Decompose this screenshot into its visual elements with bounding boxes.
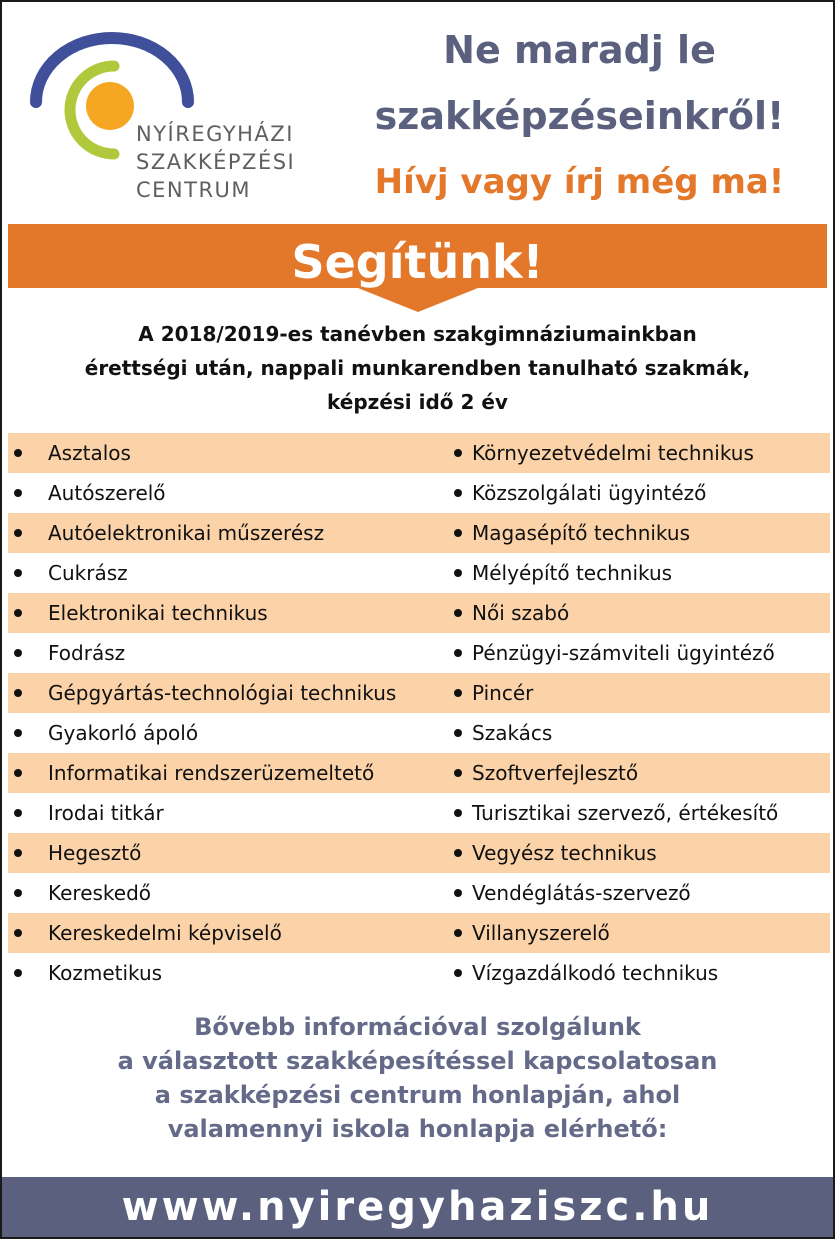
bullet-icon bbox=[14, 609, 22, 617]
list-item bbox=[8, 721, 454, 745]
list-item bbox=[8, 681, 454, 705]
list-item bbox=[8, 881, 454, 905]
bullet-icon bbox=[14, 729, 22, 737]
list-item-label: Kereskedő bbox=[48, 881, 152, 905]
bullet-icon bbox=[454, 569, 462, 577]
list-item-label: Pincér bbox=[472, 681, 534, 705]
bullet-icon bbox=[454, 769, 462, 777]
list-item bbox=[454, 561, 830, 585]
list-item bbox=[454, 801, 830, 825]
bullet-icon bbox=[454, 529, 462, 537]
intro-line-2: érettségi után, nappali munkarendben tanulható szakmák, bbox=[84, 356, 751, 380]
list-row bbox=[8, 673, 830, 713]
list-item bbox=[8, 481, 454, 505]
banner bbox=[8, 224, 827, 312]
list-row bbox=[8, 833, 830, 873]
list-item bbox=[454, 641, 830, 665]
list-row bbox=[8, 753, 830, 793]
bullet-icon bbox=[14, 449, 22, 457]
bullet-icon bbox=[14, 929, 22, 937]
bullet-icon bbox=[14, 689, 22, 697]
logo-wordmark bbox=[136, 120, 295, 204]
logo-line-1: NYÍREGYHÁZI bbox=[136, 122, 294, 146]
bullet-icon bbox=[14, 569, 22, 577]
list-item bbox=[454, 841, 830, 865]
list-row bbox=[8, 793, 830, 833]
intro-line-3: képzési idő 2 év bbox=[327, 390, 508, 414]
profession-list bbox=[8, 433, 830, 993]
intro-line-1: A 2018/2019-es tanévben szakgimnáziumainkban bbox=[138, 322, 697, 346]
list-item-label: Fodrász bbox=[48, 641, 126, 665]
bullet-icon bbox=[14, 649, 22, 657]
list-item bbox=[454, 961, 830, 985]
bullet-icon bbox=[454, 489, 462, 497]
list-item-label: Elektronikai technikus bbox=[48, 601, 268, 625]
list-item-label: Autóelektronikai műszerész bbox=[48, 521, 325, 545]
bullet-icon bbox=[14, 769, 22, 777]
bullet-icon bbox=[454, 689, 462, 697]
bullet-icon bbox=[454, 609, 462, 617]
list-row bbox=[8, 953, 830, 993]
list-item bbox=[8, 921, 454, 945]
list-item-label: Asztalos bbox=[48, 441, 131, 465]
list-row bbox=[8, 633, 830, 673]
list-row bbox=[8, 433, 830, 473]
list-item bbox=[454, 481, 830, 505]
headline-line-1: Ne maradj le bbox=[443, 28, 716, 72]
list-item-label: Szoftverfejlesztő bbox=[472, 761, 639, 785]
bullet-icon bbox=[454, 889, 462, 897]
list-item bbox=[454, 681, 830, 705]
list-item bbox=[8, 841, 454, 865]
list-item bbox=[8, 441, 454, 465]
list-row bbox=[8, 513, 830, 553]
bullet-icon bbox=[14, 849, 22, 857]
list-item bbox=[454, 721, 830, 745]
bullet-icon bbox=[454, 449, 462, 457]
list-item-label: Vendéglátás-szervező bbox=[472, 881, 691, 905]
list-item-label: Pénzügyi-számviteli ügyintéző bbox=[472, 641, 775, 665]
list-item-label: Kereskedelmi képviselő bbox=[48, 921, 282, 945]
list-item-label: Cukrász bbox=[48, 561, 128, 585]
bullet-icon bbox=[454, 729, 462, 737]
bullet-icon bbox=[454, 929, 462, 937]
bullet-icon bbox=[454, 809, 462, 817]
list-item bbox=[454, 881, 830, 905]
bullet-icon bbox=[454, 849, 462, 857]
list-item-label: Gépgyártás-technológiai technikus bbox=[48, 681, 397, 705]
bullet-icon bbox=[14, 489, 22, 497]
list-row bbox=[8, 473, 830, 513]
list-row bbox=[8, 713, 830, 753]
list-row bbox=[8, 593, 830, 633]
url-bar bbox=[2, 1177, 833, 1237]
list-row bbox=[8, 553, 830, 593]
list-item-label: Női szabó bbox=[472, 601, 570, 625]
list-item-label: Magasépítő technikus bbox=[472, 521, 690, 545]
list-item-label: Hegesztő bbox=[48, 841, 142, 865]
list-item bbox=[8, 961, 454, 985]
bullet-icon bbox=[14, 889, 22, 897]
list-item-label: Vegyész technikus bbox=[472, 841, 657, 865]
info-line-3: a szakképzési centrum honlapján, ahol bbox=[154, 1081, 681, 1109]
bullet-icon bbox=[454, 969, 462, 977]
list-item-label: Mélyépítő technikus bbox=[472, 561, 673, 585]
info-text bbox=[12, 1010, 823, 1146]
list-item-label: Autószerelő bbox=[48, 481, 166, 505]
list-row bbox=[8, 913, 830, 953]
bullet-icon bbox=[454, 649, 462, 657]
list-item bbox=[8, 601, 454, 625]
list-item-label: Gyakorló ápoló bbox=[48, 721, 199, 745]
list-item bbox=[454, 601, 830, 625]
list-item-label: Szakács bbox=[472, 721, 553, 745]
bullet-icon bbox=[14, 809, 22, 817]
list-item-label: Turisztikai szervező, értékesítő bbox=[472, 801, 779, 825]
list-item bbox=[8, 561, 454, 585]
logo-line-3: CENTRUM bbox=[136, 178, 252, 202]
headline-call-to-action: Hívj vagy írj még ma! bbox=[374, 162, 785, 202]
list-item-label: Informatikai rendszerüzemeltető bbox=[48, 761, 375, 785]
list-row bbox=[8, 873, 830, 913]
info-line-4: valamennyi iskola honlapja elérhető: bbox=[167, 1115, 668, 1143]
list-item-label: Kozmetikus bbox=[48, 961, 163, 985]
website-url: www.nyiregyhaziszc.hu bbox=[121, 1184, 714, 1230]
list-item bbox=[8, 641, 454, 665]
list-item bbox=[454, 921, 830, 945]
list-item-label: Villanyszerelő bbox=[472, 921, 610, 945]
list-item bbox=[8, 801, 454, 825]
list-item bbox=[8, 761, 454, 785]
logo bbox=[24, 24, 314, 214]
info-line-1: Bővebb információval szolgálunk bbox=[194, 1013, 641, 1041]
list-item bbox=[454, 441, 830, 465]
headline-line-2: szakképzéseinkről! bbox=[374, 94, 785, 138]
bullet-icon bbox=[14, 969, 22, 977]
logo-line-2: SZAKKÉPZÉSI bbox=[136, 150, 296, 174]
banner-title: Segítünk! bbox=[291, 235, 544, 289]
list-item-label: Környezetvédelmi technikus bbox=[472, 441, 754, 465]
list-item bbox=[8, 521, 454, 545]
list-item-label: Vízgazdálkodó technikus bbox=[472, 961, 719, 985]
info-line-2: a választott szakképesítéssel kapcsolatosan bbox=[117, 1047, 718, 1075]
list-item-label: Közszolgálati ügyintéző bbox=[472, 481, 707, 505]
list-item bbox=[454, 761, 830, 785]
list-item bbox=[454, 521, 830, 545]
list-item-label: Irodai titkár bbox=[48, 801, 164, 825]
bullet-icon bbox=[14, 529, 22, 537]
intro-text bbox=[12, 317, 823, 419]
